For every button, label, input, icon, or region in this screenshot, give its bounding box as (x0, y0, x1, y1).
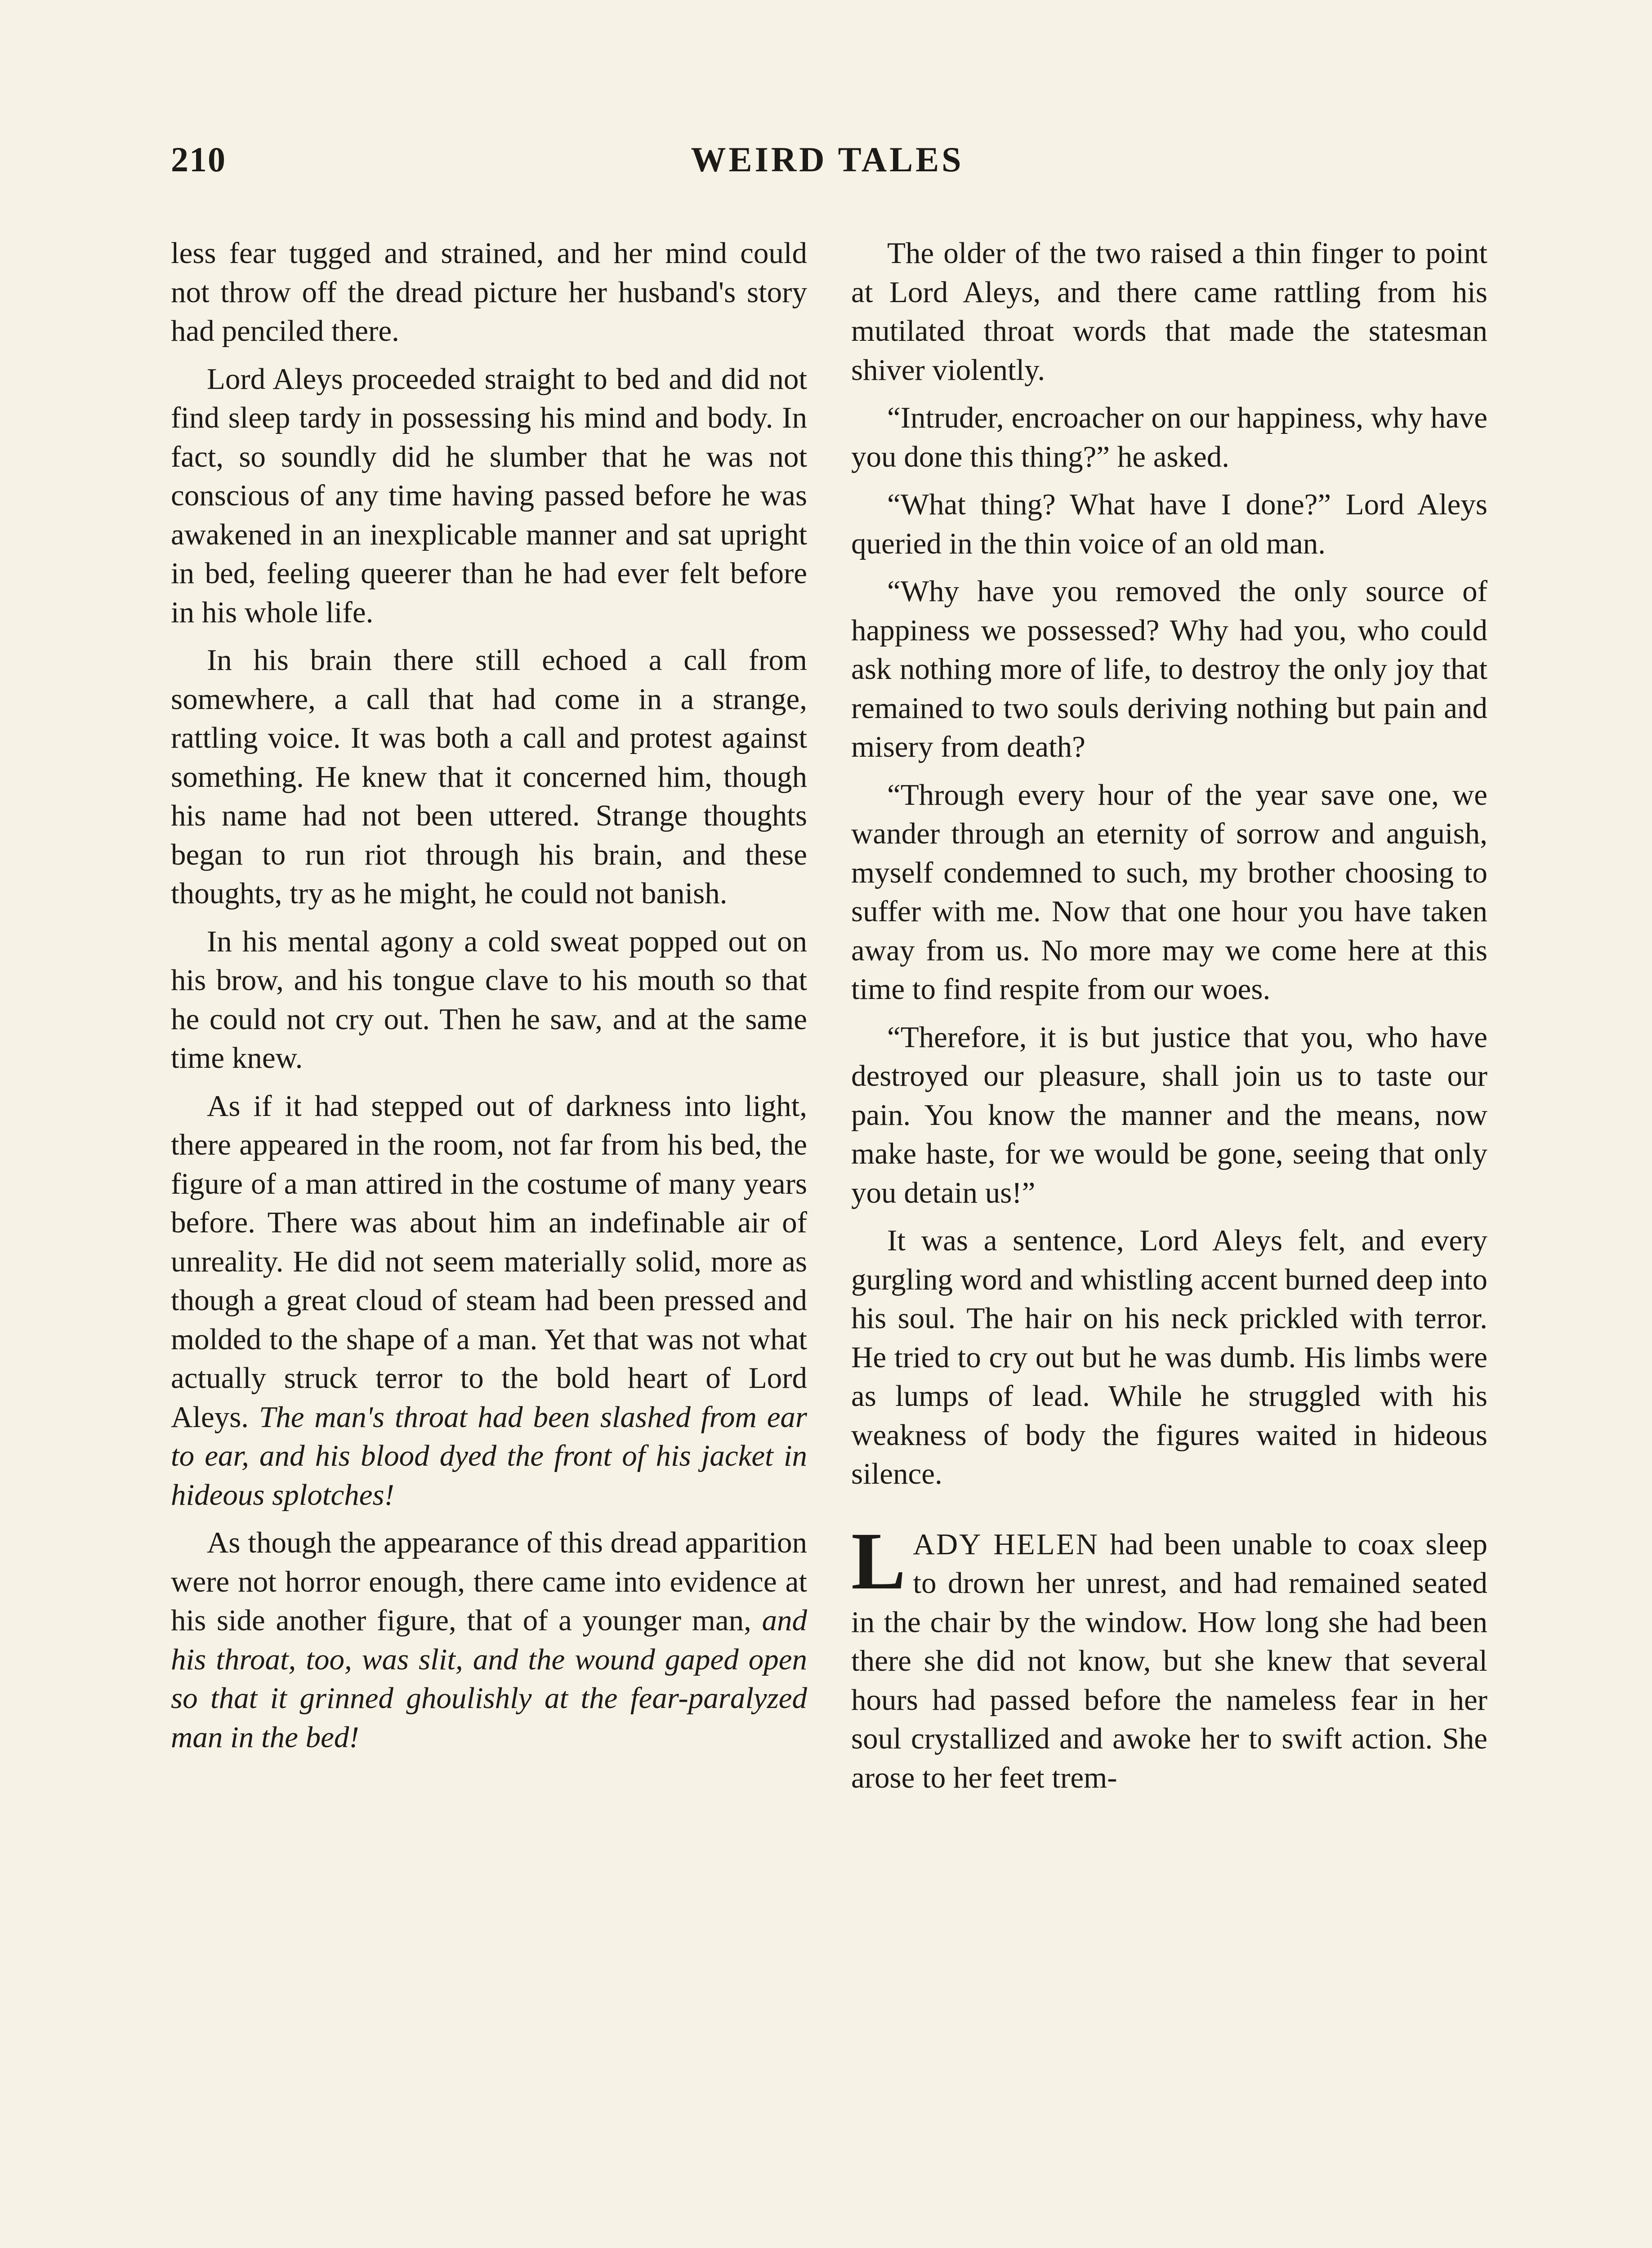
paragraph: In his mental agony a cold sweat popped out on his brow, and his tongue clave to his mouth so that he could not cry out. Then he saw, and at the same time knew. (171, 924, 807, 1075)
paragraph: “What thing? What have I done?” Lord Aleys queried in the thin voice of an old man. (851, 488, 1487, 560)
left-column (171, 234, 807, 1766)
right-column (851, 234, 1487, 1806)
italic-text: and his throat, too, was slit, and the wound gaped open so that it grinned ghoulishly at the fear-paralyzed man in the bed! (171, 1604, 807, 1754)
paragraph: “Intruder, encroacher on our happiness, why have you done this thing?” he asked. (851, 401, 1487, 473)
paragraph: In his brain there still echoed a call from somewhere, a call that had come in a strange, rattling voice. It was both a call and protest against something. He knew that it concerned him, though his name had not been uttered. Strange thoughts began to run riot through his brain, and these thoughts, try as he might, he could not banish. (171, 643, 807, 910)
small-caps-lead: ADY HELEN (913, 1527, 1099, 1561)
drop-cap: L (851, 1516, 906, 1606)
paragraph (171, 1087, 807, 1515)
page-header (171, 139, 1484, 189)
paragraph-text: As if it had stepped out of darkness into light, there appeared in the room, not far from his bed, the figure of a man attired in the costume of many years before. There was about him an indefinable air of unreality. He did not seem materially solid, more as though a great cloud of steam had been pressed and molded to the shape of a man. Yet that was not what actually struck terror to the bold heart of Lord Aleys. (171, 1089, 807, 1434)
paragraph: It was a sentence, Lord Aleys felt, and every gurgling word and whistling accent burned deep into his soul. The hair on his neck prickled with terror. He tried to cry out but he was dumb. His limbs were as lumps of lead. While he struggled with his weakness of body the figures waited in hideous silence. (851, 1224, 1487, 1490)
paragraph: Lord Aleys proceeded straight to bed and did not find sleep tardy in possessing his mind and body. In fact, so soundly did he slumber that he was not conscious of any time having passed before he was awakened in an inexplicable manner and sat upright in bed, feeling queerer than he had ever felt before in his whole life. (171, 362, 807, 629)
paragraph: “Through every hour of the year save one, we wander through an eternity of sorrow and anguish, myself condemned to such, my brother choosing to suffer with me. Now that one hour you have taken away from us. No more may we come here at this time to find respite from our woes. (851, 778, 1487, 1006)
italic-text: The man's throat had been slashed from ear to ear, and his blood dyed the front of his jacket in hideous splotches! (171, 1400, 808, 1512)
paragraph-text: had been unable to coax sleep to drown her unrest, and had remained seated in the chair by the window. How long she had been there she did not know, but she knew that several hours had passed before the nameless fear in her soul crystallized and awoke her to swift action. She arose to her feet trem- (851, 1527, 1488, 1794)
paragraph: less fear tugged and strained, and her mind could not throw off the dread picture her husband's story had penciled there. (171, 236, 807, 348)
section-opening-paragraph (851, 1516, 1488, 1798)
paragraph: “Why have you removed the only source of happiness we possessed? Why had you, who could ask nothing more of life, to destroy the only joy that remained to two souls deriving nothing but pain and misery from death? (851, 575, 1487, 763)
running-head: WEIRD TALES (691, 140, 964, 179)
paragraph: The older of the two raised a thin finger to point at Lord Aleys, and there came rattling from his mutilated throat words that made the statesman shiver violently. (851, 236, 1487, 387)
paragraph: “Therefore, it is but justice that you, who have destroyed our pleasure, shall join us to taste our pain. You know the manner and the means, now make haste, for we would be gone, seeing that only you detain us!” (851, 1020, 1487, 1209)
paragraph (171, 1523, 807, 1757)
page-number: 210 (171, 140, 226, 179)
paragraph-text: As though the appearance of this dread apparition were not horror enough, there came into evidence at his side another figure, that of a younger man, (171, 1526, 807, 1637)
